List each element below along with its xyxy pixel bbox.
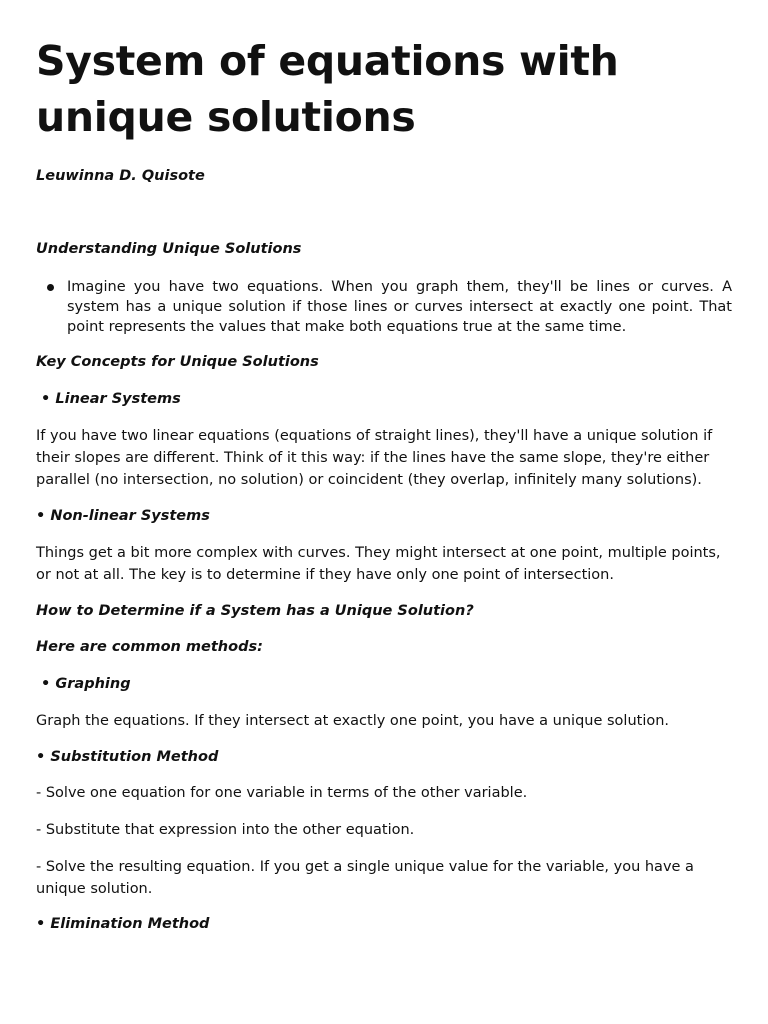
substitution-step-2: - Substitute that expression into the other equation.: [36, 822, 415, 838]
substitution-step-1: - Solve one equation for one variable in terms of the other variable.: [36, 785, 528, 801]
document-page: [36, 0, 732, 934]
paragraph-non-linear-systems: Things get a bit more complex with curves. They might intersect at one point, multiple points, or not at all. The key is to determine if they have only one point of intersection.: [36, 545, 721, 583]
paragraph-graphing: Graph the equations. If they intersect at exactly one point, you have a unique solution.: [36, 713, 670, 729]
bullet-dot-icon: [47, 284, 54, 291]
author-name: Leuwinna D. Quisote: [36, 168, 205, 184]
document-title: System of equations with unique solutions: [36, 37, 619, 141]
heading-non-linear-systems: • Non-linear Systems: [36, 508, 210, 524]
paragraph-linear-systems: If you have two linear equations (equations of straight lines), they'll have a unique solution if their slopes are different. Think of it this way: if the lines have the same slope, they're either parallel (no intersection, no solution) or coincident (they overlap, infinitely many solutions).: [36, 428, 713, 488]
heading-key-concepts: Key Concepts for Unique Solutions: [36, 354, 319, 370]
heading-elimination-method: • Elimination Method: [36, 916, 210, 932]
heading-graphing: • Graphing: [36, 676, 131, 692]
understanding-bullet-list: [36, 277, 732, 337]
heading-substitution-method: • Substitution Method: [36, 749, 219, 765]
heading-common-methods: Here are common methods:: [36, 639, 263, 655]
heading-how-to-determine: How to Determine if a System has a Unique Solution?: [36, 603, 474, 619]
understanding-bullet-text: Imagine you have two equations. When you graph them, they'll be lines or curves. A system has a unique solution if those lines or curves intersect at exactly one point. That point represents the values that make both equations true at the same time.: [67, 279, 732, 335]
substitution-step-3: - Solve the resulting equation. If you get a single unique value for the variable, you have a unique solution.: [36, 859, 694, 897]
heading-linear-systems: • Linear Systems: [36, 391, 181, 407]
list-item: [36, 277, 732, 337]
heading-understanding: Understanding Unique Solutions: [36, 241, 302, 257]
